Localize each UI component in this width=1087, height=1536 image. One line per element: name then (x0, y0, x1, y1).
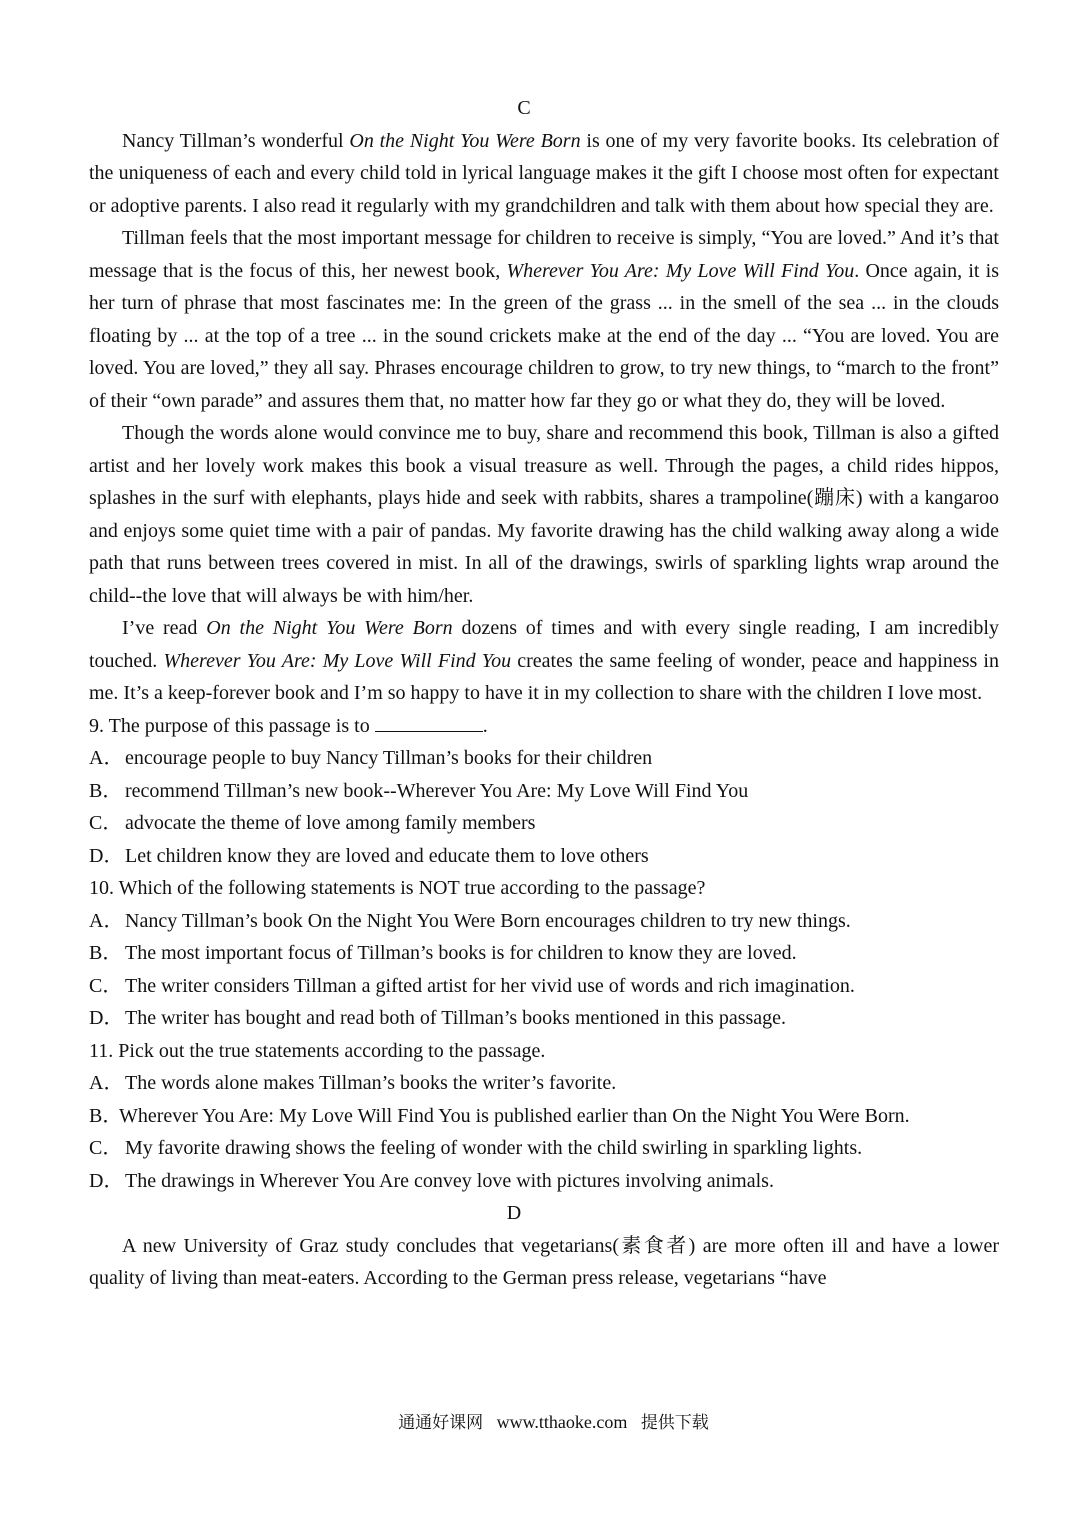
option-text: The drawings in Wherever You Are convey love with pictures involving animals. (125, 1169, 774, 1192)
footer-url[interactable]: www.tthaoke.com (496, 1412, 628, 1432)
section-c-paragraph-4 (89, 612, 999, 710)
option-text: My favorite drawing shows the feeling of wonder with the child swirling in sparkling lights. (125, 1137, 863, 1159)
section-c-paragraph-2 (89, 222, 999, 417)
question-10-option-d (89, 1002, 999, 1035)
paragraph-text: is one of my very favorite books. Its celebration of the uniqueness of each and every child told in lyrical language makes it the gift I choose most often for expectant or adoptive parents. I also read it regularly with my grandchildren and talk with them about how special they are. (89, 129, 999, 217)
book-title: On the Night You Were Born (349, 129, 581, 152)
option-text: advocate the theme of love among family members (125, 812, 536, 834)
paragraph-text: dozens of times and with every single reading, I am incredibly touched. (89, 617, 999, 672)
book-title: Wherever You Are: My Love Will Find You (163, 649, 512, 672)
question-10-stem: 10. Which of the following statements is NOT true according to the passage? (89, 877, 706, 899)
document-page (89, 92, 999, 1295)
option-letter: A． (89, 747, 124, 769)
option-letter: C． (89, 1137, 123, 1159)
footer-site-name: 通通好课网 (398, 1413, 484, 1433)
book-title: Wherever You Are: My Love Will Find You (506, 259, 855, 282)
option-letter: D． (89, 1169, 124, 1192)
footer-suffix: 提供下载 (640, 1413, 709, 1433)
question-10-option-b (89, 937, 999, 970)
option-text: The writer considers Tillman a gifted artist for her vivid use of words and rich imagination. (125, 974, 855, 997)
option-letter: B． (89, 942, 123, 964)
question-10-option-a (89, 905, 999, 938)
option-text: encourage people to buy Nancy Tillman’s books for their children (125, 747, 653, 769)
question-text: 9. The purpose of this passage is to (89, 714, 370, 737)
section-c-paragraph-1 (89, 125, 999, 223)
option-letter: C． (89, 974, 123, 997)
book-title: On the Night You Were Born (206, 617, 453, 639)
page-footer (0, 1408, 1087, 1433)
option-letter: B． (89, 779, 123, 802)
section-c-heading: C (517, 97, 531, 119)
question-9-stem (89, 710, 999, 743)
question-text-end: . (482, 714, 488, 737)
option-letter: D． (89, 844, 124, 867)
paragraph-text: . Once again, it is her turn of phrase that most fascinates me: In the green of the grass ... in the smell of the sea ... in the clouds floating by ... at the top of a tree ... in the sound crickets make at the end of the day ... “You are loved. You are loved. You are loved,” they all say. Phrases encourage children to grow, to try new things, to “march to the front” of their “own parade” and assures them that, no matter how far they go or what they do, they will be loved. (89, 259, 999, 412)
answer-blank (375, 713, 483, 732)
paragraph-text: I’ve read (122, 617, 207, 639)
question-11-option-d (89, 1165, 999, 1198)
option-letter: A． (89, 1072, 124, 1094)
section-d-heading: D (506, 1202, 522, 1224)
option-letter: B． (89, 1104, 123, 1127)
option-text: Nancy Tillman’s book On the Night You Were Born encourages children to try new things. (125, 909, 851, 932)
paragraph-text: creates the same feeling of wonder, peace and happiness in me. It’s a keep-forever book and I’m so happy to have it in my collection to share with the children I love most. (89, 649, 999, 704)
option-text: The words alone makes Tillman’s books the writer’s favorite. (125, 1072, 617, 1094)
question-11-option-c (89, 1132, 999, 1165)
paragraph-text: Tillman feels that the most important message for children to receive is simply, “You are loved.” And it’s that message that is the focus of this, her newest book, (89, 227, 999, 282)
question-10-option-c (89, 970, 999, 1003)
option-text: recommend Tillman’s new book--Wherever You Are: My Love Will Find You (125, 779, 749, 802)
question-9-option-b (89, 775, 999, 808)
question-11-option-a (89, 1067, 999, 1100)
option-text: Wherever You Are: My Love Will Find You is published earlier than On the Night You Were Born. (119, 1104, 910, 1127)
question-9-option-a (89, 742, 999, 775)
section-d-paragraph-1: A new University of Graz study concludes that vegetarians(素食者) are more often ill and have a lower quality of living than meat-eaters. According to the German press release, vegetarians “have (89, 1234, 999, 1289)
option-text: The most important focus of Tillman’s books is for children to know they are loved. (125, 942, 797, 964)
option-letter: D． (89, 1007, 124, 1029)
section-c-paragraph-3: Though the words alone would convince me to buy, share and recommend this book, Tillman is also a gifted artist and her lovely work makes this book a visual treasure as well. Through the pages, a child rides hippos, splashes in the surf with elephants, plays hide and seek with rabbits, shares a trampoline(蹦床) with a kangaroo and enjoys some quiet time with a pair of pandas. My favorite drawing has the child walking away along a wide path that runs between trees covered in mist. In all of the drawings, swirls of sparkling lights wrap around the child--the love that will always be with him/her. (89, 422, 999, 607)
option-letter: A． (89, 909, 124, 932)
option-letter: C． (89, 812, 123, 834)
option-text: Let children know they are loved and educate them to love others (125, 844, 649, 867)
question-11-stem: 11. Pick out the true statements according to the passage. (89, 1039, 546, 1062)
question-11-option-b (89, 1100, 999, 1133)
question-9-option-c (89, 807, 999, 840)
option-text: The writer has bought and read both of Tillman’s books mentioned in this passage. (125, 1007, 787, 1029)
paragraph-text: Nancy Tillman’s wonderful (122, 129, 350, 152)
question-9-option-d (89, 840, 999, 873)
